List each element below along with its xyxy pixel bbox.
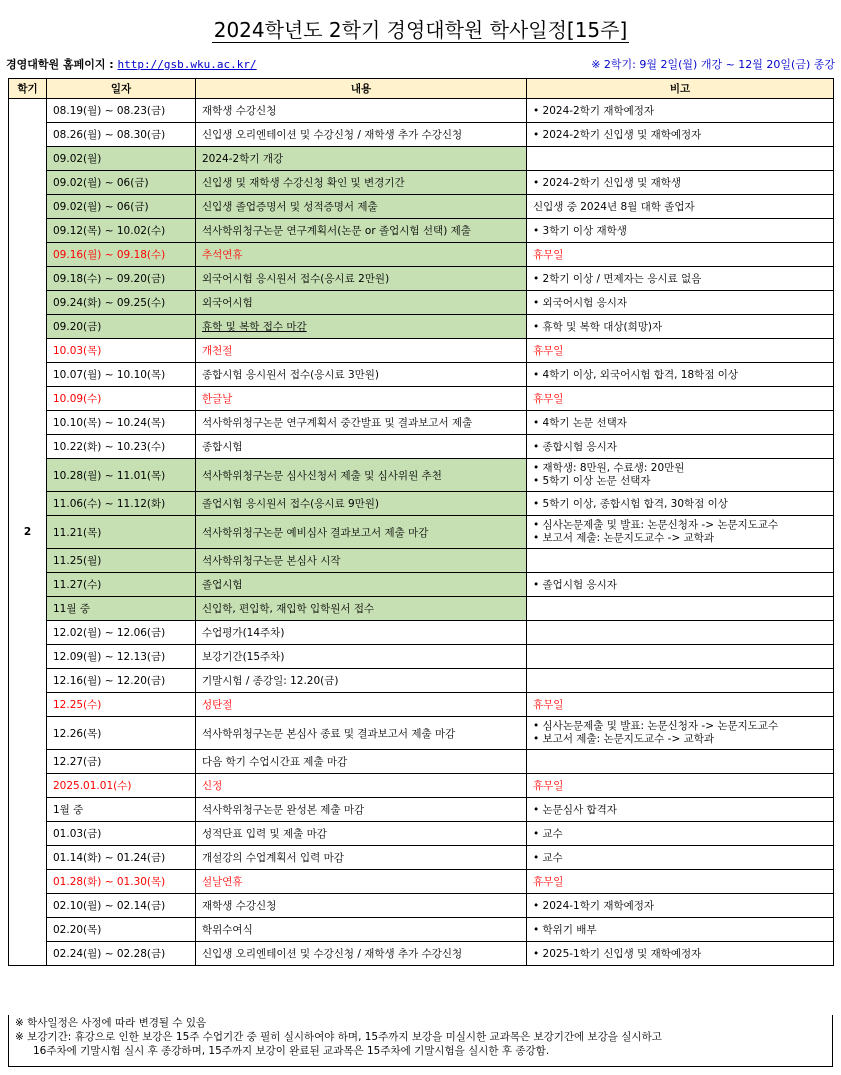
- table-row: [9, 717, 834, 750]
- content-cell: 수업평가(14주차): [196, 621, 527, 645]
- content-cell: 종합시험: [196, 435, 527, 459]
- date-cell: 12.02(월) ~ 12.06(금): [47, 621, 196, 645]
- remarks-cell: [527, 315, 834, 339]
- content-cell: 개천절: [196, 339, 527, 363]
- table-row: [9, 669, 834, 693]
- remark-line: • 재학생: 8만원, 수료생: 20만원: [533, 462, 685, 474]
- content-cell: 외국어시험: [196, 291, 527, 315]
- date-cell: 12.16(월) ~ 12.20(금): [47, 669, 196, 693]
- remarks-cell: [527, 147, 834, 171]
- table-row: [9, 822, 834, 846]
- remarks-cell: [527, 363, 834, 387]
- remark-line: • 2024-2학기 신입생 및 재학예정자: [533, 129, 702, 141]
- remarks-cell: [527, 693, 834, 717]
- date-cell: 11.21(목): [47, 516, 196, 549]
- remark-line: 휴무일: [533, 876, 564, 888]
- remarks-cell: [527, 435, 834, 459]
- table-row: [9, 363, 834, 387]
- remark-line: • 학위기 배부: [533, 924, 597, 936]
- content-cell: 석사학위청구논문 심사신청서 제출 및 심사위원 추천: [196, 459, 527, 492]
- date-cell: 12.26(목): [47, 717, 196, 750]
- remark-line: • 휴학 및 복학 대상(희망)자: [533, 321, 663, 333]
- remarks-cell: [527, 669, 834, 693]
- remark-line: • 5학기 이상, 종합시험 합격, 30학점 이상: [533, 498, 728, 510]
- table-row: [9, 516, 834, 549]
- table-row: [9, 315, 834, 339]
- content-cell: 외국어시험 응시원서 접수(응시료 2만원): [196, 267, 527, 291]
- note-line: ※ 학사일정은 사정에 따라 변경될 수 있음: [15, 1017, 207, 1029]
- table-row: [9, 459, 834, 492]
- date-cell: 11월 중: [47, 597, 196, 621]
- remark-line: • 2024-2학기 재학예정자: [533, 105, 655, 117]
- content-cell: 졸업시험: [196, 573, 527, 597]
- table-row: [9, 597, 834, 621]
- table-row: [9, 549, 834, 573]
- remark-line: • 4학기 이상, 외국어시험 합격, 18학점 이상: [533, 369, 739, 381]
- content-cell: 신입학, 편입학, 재입학 입학원서 접수: [196, 597, 527, 621]
- date-cell: 10.09(수): [47, 387, 196, 411]
- date-cell: 01.03(금): [47, 822, 196, 846]
- page-title: 2024학년도 2학기 경영대학원 학사일정[15주]: [213, 18, 628, 42]
- content-cell: 졸업시험 응시원서 접수(응시료 9만원): [196, 492, 527, 516]
- date-cell: 10.22(화) ~ 10.23(수): [47, 435, 196, 459]
- semester-note: ※ 2학기: 9월 2일(월) 개강 ~ 12월 20일(금) 종강: [591, 58, 835, 71]
- remark-line: • 논문심사 합격자: [533, 804, 617, 816]
- homepage-link[interactable]: http://gsb.wku.ac.kr/: [117, 58, 257, 71]
- table-row: [9, 339, 834, 363]
- table-row: [9, 693, 834, 717]
- remarks-cell: [527, 846, 834, 870]
- table-row: [9, 171, 834, 195]
- content-cell: 보강기간(15주차): [196, 645, 527, 669]
- remarks-cell: [527, 516, 834, 549]
- content-cell: 신입생 졸업증명서 및 성적증명서 제출: [196, 195, 527, 219]
- content-cell: 석사학위청구논문 연구계획서 중간발표 및 결과보고서 제출: [196, 411, 527, 435]
- remark-line: • 졸업시험 응시자: [533, 579, 617, 591]
- remarks-cell: [527, 219, 834, 243]
- table-row: [9, 219, 834, 243]
- date-cell: 10.03(목): [47, 339, 196, 363]
- remarks-cell: [527, 822, 834, 846]
- remark-line: 신입생 중 2024년 8월 대학 졸업자: [533, 201, 695, 213]
- date-cell: 09.16(월) ~ 09.18(수): [47, 243, 196, 267]
- date-cell: 02.10(월) ~ 02.14(금): [47, 894, 196, 918]
- date-cell: 11.06(수) ~ 11.12(화): [47, 492, 196, 516]
- header-content: 내용: [196, 79, 527, 99]
- remark-line: 휴무일: [533, 249, 564, 261]
- remarks-cell: [527, 645, 834, 669]
- date-cell: 09.24(화) ~ 09.25(수): [47, 291, 196, 315]
- remark-line: 휴무일: [533, 393, 564, 405]
- content-cell: 추석연휴: [196, 243, 527, 267]
- notes-box: [8, 1015, 833, 1067]
- content-cell: 석사학위청구논문 완성본 제출 마감: [196, 798, 527, 822]
- remark-line: • 2025-1학기 신입생 및 재학예정자: [533, 948, 702, 960]
- remark-line: 휴무일: [533, 780, 564, 792]
- table-row: [9, 147, 834, 171]
- remarks-cell: [527, 870, 834, 894]
- remarks-cell: [527, 387, 834, 411]
- remarks-cell: [527, 267, 834, 291]
- content-cell: 2024-2학기 개강: [196, 147, 527, 171]
- date-cell: 09.12(목) ~ 10.02(수): [47, 219, 196, 243]
- remarks-cell: [527, 942, 834, 966]
- date-cell: 2025.01.01(수): [47, 774, 196, 798]
- remarks-cell: [527, 798, 834, 822]
- table-row: [9, 123, 834, 147]
- header-term: 학기: [9, 79, 47, 99]
- remark-line: • 교수: [533, 852, 563, 864]
- remarks-cell: [527, 195, 834, 219]
- table-row: [9, 774, 834, 798]
- date-cell: 10.10(목) ~ 10.24(목): [47, 411, 196, 435]
- remark-line: • 심사논문제출 및 발표: 논문신청자 -> 논문지도교수: [533, 519, 779, 531]
- table-row: [9, 870, 834, 894]
- schedule-body: [9, 99, 834, 966]
- date-cell: 12.25(수): [47, 693, 196, 717]
- date-cell: 11.27(수): [47, 573, 196, 597]
- date-cell: 01.14(화) ~ 01.24(금): [47, 846, 196, 870]
- date-cell: 10.28(월) ~ 11.01(목): [47, 459, 196, 492]
- remarks-cell: [527, 894, 834, 918]
- remark-line: • 종합시험 응시자: [533, 441, 617, 453]
- content-cell: 석사학위청구논문 예비심사 결과보고서 제출 마감: [196, 516, 527, 549]
- remark-line: • 4학기 논문 선택자: [533, 417, 627, 429]
- note-line: ※ 보강기간: 휴강으로 인한 보강은 15주 수업기간 중 필히 실시하여야 하며, 15주까지 보강을 미실시한 교과목은 보강기간에 보강을 실시하고: [15, 1031, 662, 1043]
- date-cell: 02.24(월) ~ 02.28(금): [47, 942, 196, 966]
- date-cell: 1월 중: [47, 798, 196, 822]
- remarks-cell: [527, 291, 834, 315]
- homepage-info: [6, 56, 257, 72]
- table-row: [9, 645, 834, 669]
- date-cell: 09.02(월) ~ 06(금): [47, 171, 196, 195]
- remarks-cell: [527, 243, 834, 267]
- remarks-cell: [527, 918, 834, 942]
- date-cell: 08.19(월) ~ 08.23(금): [47, 99, 196, 123]
- content-cell: 성적단표 입력 및 제출 마감: [196, 822, 527, 846]
- table-row: [9, 243, 834, 267]
- date-cell: 01.28(화) ~ 01.30(목): [47, 870, 196, 894]
- date-cell: 12.09(월) ~ 12.13(금): [47, 645, 196, 669]
- remarks-cell: [527, 411, 834, 435]
- date-cell: 02.20(목): [47, 918, 196, 942]
- remarks-cell: [527, 573, 834, 597]
- content-cell: 휴학 및 복학 접수 마감: [196, 315, 527, 339]
- header-remarks: 비고: [527, 79, 834, 99]
- date-cell: 11.25(월): [47, 549, 196, 573]
- content-cell: 학위수여식: [196, 918, 527, 942]
- remarks-cell: [527, 459, 834, 492]
- table-row: [9, 195, 834, 219]
- remarks-cell: [527, 339, 834, 363]
- date-cell: 09.18(수) ~ 09.20(금): [47, 267, 196, 291]
- remark-line: • 교수: [533, 828, 563, 840]
- date-cell: 10.07(월) ~ 10.10(목): [47, 363, 196, 387]
- remark-line: • 보고서 제출: 논문지도교수 -> 교학과: [533, 532, 715, 544]
- remark-line: • 3학기 이상 재학생: [533, 225, 627, 237]
- content-cell: 재학생 수강신청: [196, 99, 527, 123]
- note-line: 16주차에 기말시험 실시 후 종강하며, 15주까지 보강이 완료된 교과목은 15주차에 기말시험을 실시한 후 종강함.: [33, 1045, 550, 1057]
- content-cell: 개설강의 수업계획서 입력 마감: [196, 846, 527, 870]
- table-row: [9, 435, 834, 459]
- table-row: [9, 291, 834, 315]
- remarks-cell: [527, 621, 834, 645]
- content-cell: 석사학위청구논문 연구계획서(논문 or 졸업시험 선택) 제출: [196, 219, 527, 243]
- remark-line: • 2학기 이상 / 면제자는 응시료 없음: [533, 273, 702, 285]
- content-cell: 기말시험 / 종강일: 12.20(금): [196, 669, 527, 693]
- table-row: [9, 621, 834, 645]
- table-row: [9, 267, 834, 291]
- remark-line: • 2024-1학기 재학예정자: [533, 900, 655, 912]
- table-row: [9, 894, 834, 918]
- homepage-label: 경영대학원 홈페이지 :: [6, 58, 118, 71]
- term-cell: 2: [9, 99, 47, 966]
- table-row: [9, 411, 834, 435]
- remarks-cell: [527, 549, 834, 573]
- table-row: [9, 846, 834, 870]
- date-cell: 12.27(금): [47, 750, 196, 774]
- content-cell: 재학생 수강신청: [196, 894, 527, 918]
- remarks-cell: [527, 171, 834, 195]
- remarks-cell: [527, 750, 834, 774]
- remarks-cell: [527, 492, 834, 516]
- remark-line: • 보고서 제출: 논문지도교수 -> 교학과: [533, 733, 715, 745]
- content-cell: 종합시험 응시원서 접수(응시료 3만원): [196, 363, 527, 387]
- subheader: [6, 56, 835, 72]
- remark-line: 휴무일: [533, 699, 564, 711]
- content-cell: 석사학위청구논문 본심사 시작: [196, 549, 527, 573]
- content-cell: 성탄절: [196, 693, 527, 717]
- content-cell: 석사학위청구논문 본심사 종료 및 결과보고서 제출 마감: [196, 717, 527, 750]
- date-cell: 08.26(월) ~ 08.30(금): [47, 123, 196, 147]
- table-row: [9, 918, 834, 942]
- content-cell: 신입생 오리엔테이션 및 수강신청 / 재학생 추가 수강신청: [196, 942, 527, 966]
- remarks-cell: [527, 123, 834, 147]
- remark-line: 휴무일: [533, 345, 564, 357]
- table-row: [9, 573, 834, 597]
- table-row: [9, 387, 834, 411]
- remarks-cell: [527, 99, 834, 123]
- date-cell: 09.02(월) ~ 06(금): [47, 195, 196, 219]
- remarks-cell: [527, 774, 834, 798]
- content-cell: 신정: [196, 774, 527, 798]
- remark-line: • 2024-2학기 신입생 및 재학생: [533, 177, 682, 189]
- content-cell: 신입생 오리엔테이션 및 수강신청 / 재학생 추가 수강신청: [196, 123, 527, 147]
- content-cell: 한글날: [196, 387, 527, 411]
- content-cell: 신입생 및 재학생 수강신청 확인 및 변경기간: [196, 171, 527, 195]
- date-cell: 09.02(월): [47, 147, 196, 171]
- table-row: [9, 99, 834, 123]
- table-row: [9, 942, 834, 966]
- date-cell: 09.20(금): [47, 315, 196, 339]
- remark-line: • 5학기 이상 논문 선택자: [533, 475, 651, 487]
- remark-line: • 심사논문제출 및 발표: 논문신청자 -> 논문지도교수: [533, 720, 779, 732]
- table-row: [9, 798, 834, 822]
- remark-line: • 외국어시험 응시자: [533, 297, 628, 309]
- table-row: [9, 750, 834, 774]
- header-date: 일자: [47, 79, 196, 99]
- table-row: [9, 492, 834, 516]
- schedule-table: [8, 78, 834, 966]
- content-cell: 설날연휴: [196, 870, 527, 894]
- content-cell: 다음 학기 수업시간표 제출 마감: [196, 750, 527, 774]
- remarks-cell: [527, 597, 834, 621]
- remarks-cell: [527, 717, 834, 750]
